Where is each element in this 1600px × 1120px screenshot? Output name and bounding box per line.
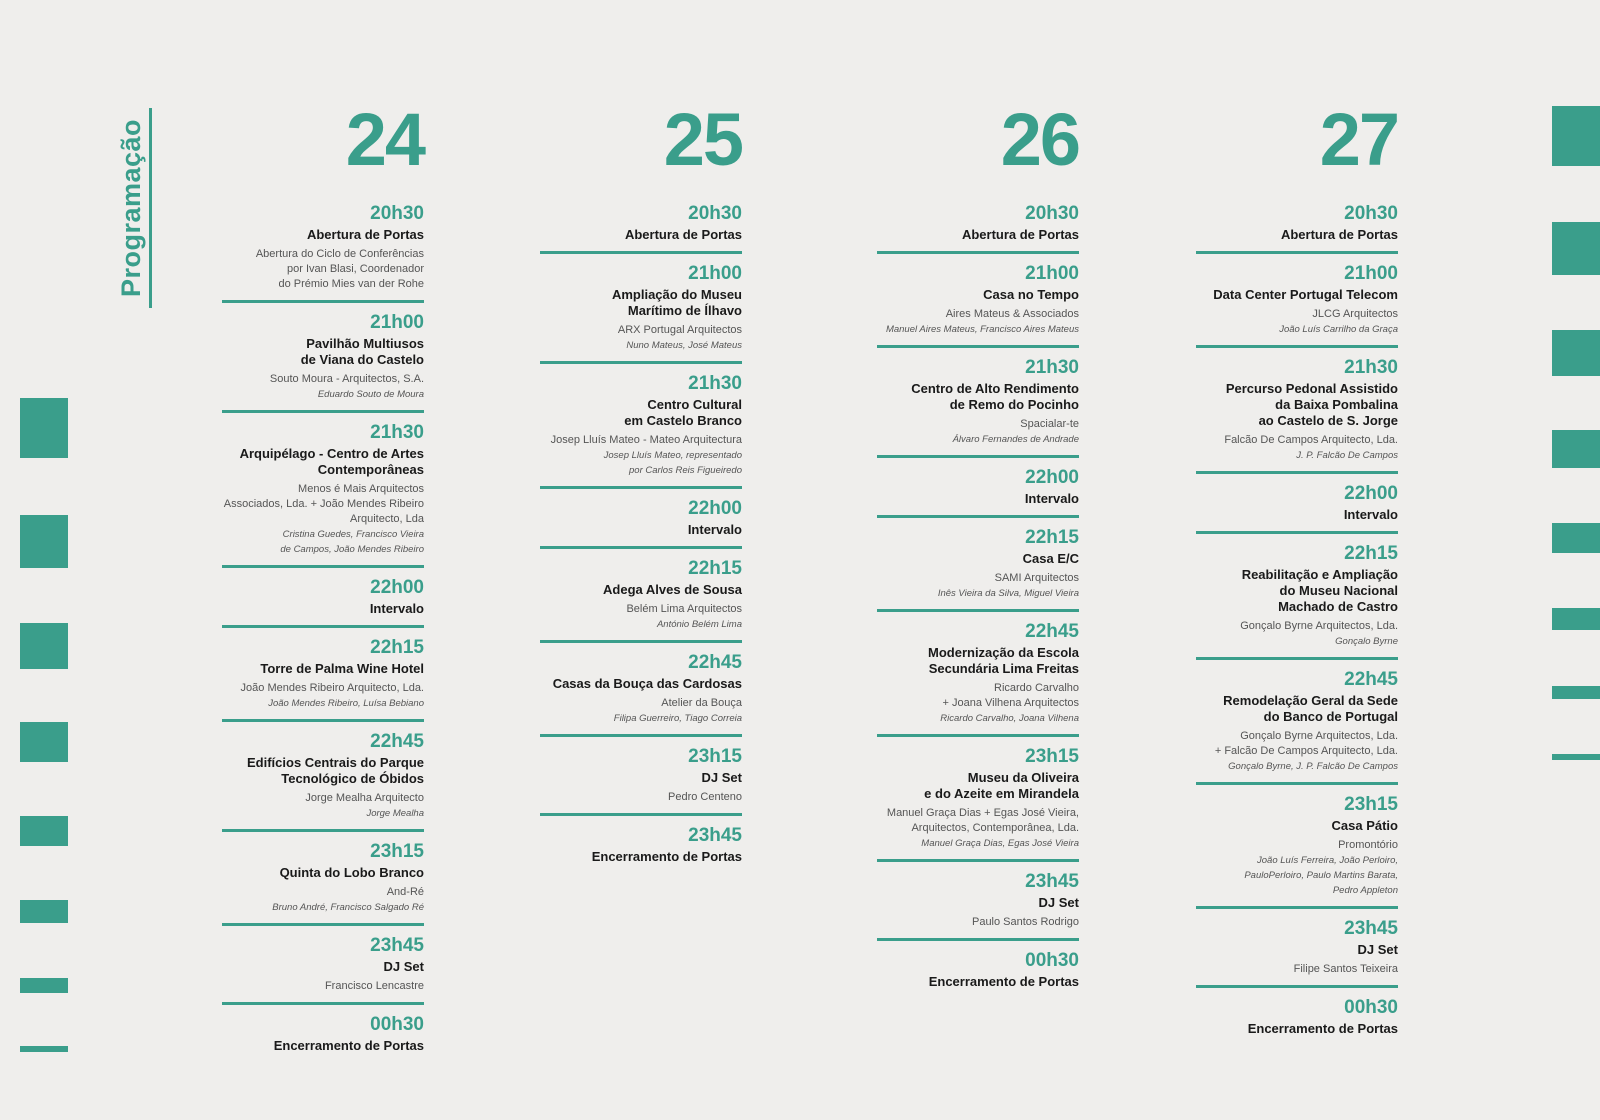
item-time: 21h30 [370, 422, 424, 443]
day-number: 25 [663, 98, 742, 181]
item-title: Centro Cultural em Castelo Branco [624, 397, 742, 428]
item-title: Centro de Alto Rendimento de Remo do Pocinho [911, 381, 1079, 412]
schedule-item [1196, 917, 1398, 988]
schedule-item [1196, 668, 1398, 785]
schedule-item [222, 311, 424, 413]
schedule-item [222, 730, 424, 832]
schedule-item [222, 576, 424, 628]
schedule-item [222, 636, 424, 722]
item-title: Edifícios Centrais do Parque Tecnológico de Óbidos [247, 755, 424, 786]
schedule-item [877, 526, 1079, 612]
item-time: 22h00 [370, 577, 424, 598]
item-authors: Falcão De Campos Arquitecto, Lda. [1224, 434, 1398, 446]
item-title: DJ Set [701, 770, 742, 785]
schedule-item [877, 745, 1079, 862]
item-names: Bruno André, Francisco Salgado Ré [272, 902, 424, 913]
item-authors: Aires Mateus & Associados [945, 308, 1079, 320]
day-number: 27 [1319, 98, 1398, 181]
item-names: João Luís Carrilho da Graça [1279, 324, 1398, 335]
item-time: 00h30 [1025, 950, 1079, 971]
schedule-item [222, 1013, 424, 1062]
item-authors: Atelier da Bouça [661, 697, 742, 709]
item-time: 21h00 [370, 312, 424, 333]
item-names: Eduardo Souto de Moura [317, 389, 424, 400]
schedule-item [222, 421, 424, 568]
day-column [1196, 100, 1398, 1053]
item-time: 22h45 [1025, 621, 1079, 642]
schedule-item [1196, 542, 1398, 660]
schedule-item [1196, 262, 1398, 348]
item-title: Remodelação Geral da Sede do Banco de Portugal [1223, 693, 1398, 724]
item-time: 23h15 [688, 746, 742, 767]
item-authors: Jorge Mealha Arquitecto [305, 792, 424, 804]
schedule-item [1196, 482, 1398, 534]
item-names: Manuel Aires Mateus, Francisco Aires Mateus [885, 324, 1079, 335]
schedule-item [877, 262, 1079, 348]
decorative-square [1552, 754, 1600, 760]
item-time: 22h00 [688, 498, 742, 519]
item-authors: Francisco Lencastre [324, 980, 424, 992]
item-title: Arquipélago - Centro de Artes Contemporâneas [239, 446, 424, 477]
item-title: Torre de Palma Wine Hotel [260, 661, 424, 676]
item-time: 23h45 [1344, 918, 1398, 939]
schedule-item [877, 620, 1079, 737]
item-names: Cristina Guedes, Francisco Vieira de Campos, João Mendes Ribeiro [280, 529, 424, 555]
item-names: Manuel Graça Dias, Egas José Vieira [921, 838, 1079, 849]
item-authors: Spacialar-te [1020, 418, 1079, 430]
decorative-square [1552, 222, 1600, 275]
item-time: 00h30 [1344, 997, 1398, 1018]
decorative-square [1552, 330, 1600, 376]
item-title: Encerramento de Portas [1247, 1021, 1398, 1036]
item-title: Casa E/C [1022, 551, 1079, 566]
day-number: 24 [345, 98, 424, 181]
item-title: Abertura de Portas [1280, 227, 1398, 242]
item-names: Jorge Mealha [366, 808, 424, 819]
schedule-item [540, 651, 742, 737]
decorative-square [20, 978, 68, 993]
schedule-item [540, 202, 742, 254]
item-authors: ARX Portugal Arquitectos [617, 324, 742, 336]
schedule-item [540, 262, 742, 364]
schedule-item [1196, 793, 1398, 909]
item-authors: Souto Moura - Arquitectos, S.A. [269, 373, 424, 385]
item-authors: And-Ré [386, 886, 424, 898]
item-authors: JLCG Arquitectos [1312, 308, 1398, 320]
decorative-square [20, 623, 68, 669]
item-time: 23h45 [1025, 871, 1079, 892]
item-title: Modernização da Escola Secundária Lima Freitas [928, 645, 1079, 676]
item-time: 22h15 [1025, 527, 1079, 548]
item-title: Intervalo [369, 601, 424, 616]
decorative-square [20, 398, 68, 458]
item-title: Reabilitação e Ampliação do Museu Nacional Machado de Castro [1241, 567, 1398, 614]
item-time: 22h15 [1344, 543, 1398, 564]
schedule-item [877, 949, 1079, 998]
item-title: Pavilhão Multiusos de Viana do Castelo [300, 336, 424, 367]
decorative-square [20, 1046, 68, 1052]
schedule-item [222, 934, 424, 1005]
decorative-square [1552, 106, 1600, 166]
item-names: Filipa Guerreiro, Tiago Correia [613, 713, 742, 724]
decorative-square [1552, 523, 1600, 553]
item-title: Encerramento de Portas [273, 1038, 424, 1053]
schedule-item [1196, 996, 1398, 1045]
schedule-item [222, 840, 424, 926]
item-names: J. P. Falcão De Campos [1296, 450, 1398, 461]
item-title: Abertura de Portas [961, 227, 1079, 242]
item-time: 21h30 [688, 373, 742, 394]
item-title: Casas da Bouça das Cardosas [552, 676, 742, 691]
section-title-bar [113, 108, 152, 308]
item-time: 21h00 [1344, 263, 1398, 284]
item-names: António Belém Lima [656, 619, 742, 630]
item-title: DJ Set [1038, 895, 1079, 910]
item-time: 21h00 [688, 263, 742, 284]
item-title: DJ Set [383, 959, 424, 974]
item-authors: Paulo Santos Rodrigo [971, 916, 1079, 928]
item-time: 22h00 [1025, 467, 1079, 488]
item-title: Casa no Tempo [983, 287, 1079, 302]
item-title: Casa Pátio [1331, 818, 1398, 833]
item-time: 21h30 [1344, 357, 1398, 378]
schedule-item [540, 497, 742, 549]
item-title: Ampliação do Museu Marítimo de Ílhavo [611, 287, 742, 318]
item-title: Percurso Pedonal Assistido da Baixa Pombalina ao Castelo de S. Jorge [1225, 381, 1398, 428]
schedule-item [540, 745, 742, 816]
schedule-item [540, 557, 742, 643]
schedule-item [877, 356, 1079, 458]
item-time: 23h15 [1025, 746, 1079, 767]
item-names: Inês Vieira da Silva, Miguel Vieira [937, 588, 1079, 599]
decorative-square [1552, 686, 1600, 699]
item-authors: SAMI Arquitectos [994, 572, 1079, 584]
day-column [877, 100, 1079, 1006]
item-time: 00h30 [370, 1014, 424, 1035]
schedule-item [540, 824, 742, 873]
item-time: 22h00 [1344, 483, 1398, 504]
day-column [540, 100, 742, 881]
day-number: 26 [1000, 98, 1079, 181]
item-authors: Filipe Santos Teixeira [1293, 963, 1398, 975]
item-title: Encerramento de Portas [591, 849, 742, 864]
schedule-item [877, 466, 1079, 518]
item-names: João Luís Ferreira, João Perloiro, PauloPerloiro, Paulo Martins Barata, Pedro Appleton [1244, 855, 1398, 896]
item-authors: Josep Lluís Mateo - Mateo Arquitectura [550, 434, 742, 446]
item-authors: Belém Lima Arquitectos [626, 603, 742, 615]
item-time: 20h30 [1344, 203, 1398, 224]
decorative-square [1552, 608, 1600, 630]
item-title: Adega Alves de Sousa [603, 582, 742, 597]
schedule-item [1196, 356, 1398, 474]
item-time: 22h45 [370, 731, 424, 752]
item-time: 20h30 [370, 203, 424, 224]
item-time: 22h15 [370, 637, 424, 658]
item-time: 22h45 [688, 652, 742, 673]
item-time: 22h15 [688, 558, 742, 579]
item-time: 21h30 [1025, 357, 1079, 378]
item-authors: Gonçalo Byrne Arquitectos, Lda. + Falcão De Campos Arquitecto, Lda. [1214, 730, 1398, 757]
item-time: 23h15 [370, 841, 424, 862]
item-time: 20h30 [1025, 203, 1079, 224]
section-title: Programação [116, 118, 146, 298]
decorative-square [1552, 430, 1600, 468]
item-authors: Ricardo Carvalho + Joana Vilhena Arquitectos [942, 682, 1079, 709]
item-names: João Mendes Ribeiro, Luísa Bebiano [268, 698, 424, 709]
schedule-item [222, 202, 424, 303]
item-time: 20h30 [688, 203, 742, 224]
item-names: Josep Lluís Mateo, representado por Carlos Reis Figueiredo [603, 450, 742, 476]
item-authors: Gonçalo Byrne Arquitectos, Lda. [1240, 620, 1398, 632]
decorative-square [20, 722, 68, 762]
item-names: Gonçalo Byrne, J. P. Falcão De Campos [1228, 761, 1398, 772]
item-title: Intervalo [1024, 491, 1079, 506]
schedule-item [540, 372, 742, 489]
item-title: Data Center Portugal Telecom [1213, 287, 1398, 302]
decorative-square [20, 900, 68, 923]
item-title: Encerramento de Portas [928, 974, 1079, 989]
item-authors: João Mendes Ribeiro Arquitecto, Lda. [240, 682, 424, 694]
item-authors: Promontório [1338, 839, 1398, 851]
item-title: Quinta do Lobo Branco [279, 865, 424, 880]
item-names: Ricardo Carvalho, Joana Vilhena [940, 713, 1079, 724]
schedule-item [877, 870, 1079, 941]
schedule-item [1196, 202, 1398, 254]
item-title: Abertura de Portas [306, 227, 424, 242]
item-names: Nuno Mateus, José Mateus [626, 340, 742, 351]
item-time: 23h15 [1344, 794, 1398, 815]
decorative-square [20, 515, 68, 568]
item-authors: Abertura do Ciclo de Conferências por Ivan Blasi, Coordenador do Prémio Mies van der Rohe [255, 248, 424, 290]
item-authors: Pedro Centeno [668, 791, 742, 803]
item-title: Museu da Oliveira e do Azeite em Mirandela [924, 770, 1079, 801]
item-time: 21h00 [1025, 263, 1079, 284]
item-time: 23h45 [688, 825, 742, 846]
item-names: Álvaro Fernandes de Andrade [952, 434, 1079, 445]
item-title: Intervalo [687, 522, 742, 537]
item-names: Gonçalo Byrne [1335, 636, 1398, 647]
item-time: 22h45 [1344, 669, 1398, 690]
item-authors: Menos é Mais Arquitectos Associados, Lda. + João Mendes Ribeiro Arquitecto, Lda [223, 483, 424, 525]
item-authors: Manuel Graça Dias + Egas José Vieira, Arquitectos, Contemporânea, Lda. [886, 807, 1079, 834]
item-title: DJ Set [1357, 942, 1398, 957]
schedule-item [877, 202, 1079, 254]
item-time: 23h45 [370, 935, 424, 956]
item-title: Intervalo [1343, 507, 1398, 522]
day-column [222, 100, 424, 1070]
item-title: Abertura de Portas [624, 227, 742, 242]
decorative-square [20, 816, 68, 846]
